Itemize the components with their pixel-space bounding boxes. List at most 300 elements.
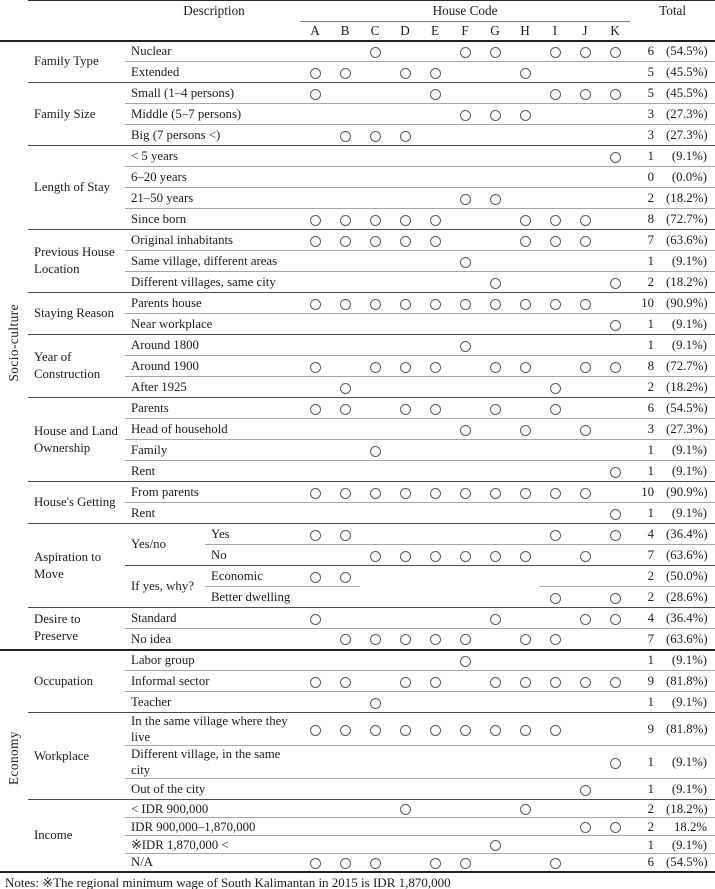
house-cell-A	[300, 335, 330, 356]
presence-circle	[490, 404, 501, 415]
row-label: 21–50 years	[125, 188, 300, 209]
house-cell-E	[420, 545, 450, 566]
house-cell-H	[510, 146, 540, 167]
total-percent: (90.9%)	[666, 293, 715, 314]
house-cell-E	[420, 293, 450, 314]
total-percent: (36.4%)	[666, 524, 715, 545]
house-cell-K	[600, 83, 630, 104]
house-cell-J	[570, 440, 600, 461]
house-cell-A	[300, 167, 330, 188]
house-cell-G	[480, 167, 510, 188]
presence-circle	[550, 299, 561, 310]
house-cell-H	[510, 377, 540, 398]
presence-circle	[400, 804, 411, 815]
house-cell-B	[330, 230, 360, 251]
house-cell-F	[450, 167, 480, 188]
house-cell-H	[510, 854, 540, 872]
sub-label: If yes, why?	[125, 566, 205, 608]
presence-circle	[520, 551, 531, 562]
presence-circle	[460, 725, 471, 736]
house-cell-H	[510, 671, 540, 692]
presence-circle	[430, 299, 441, 310]
house-cell-G	[480, 818, 510, 836]
presence-circle	[370, 698, 381, 709]
presence-circle	[550, 89, 561, 100]
table-row	[0, 335, 715, 356]
total-percent: (54.5%)	[666, 398, 715, 419]
total-percent: (63.6%)	[666, 230, 715, 251]
house-cell-C	[360, 818, 390, 836]
house-cell-F	[450, 419, 480, 440]
row-label: Parents	[125, 398, 300, 419]
house-cell-H	[510, 167, 540, 188]
presence-circle	[520, 425, 531, 436]
house-cell-E	[420, 419, 450, 440]
total-percent: (9.1%)	[666, 314, 715, 335]
house-cell-C	[360, 713, 390, 746]
header-spacer-left	[28, 22, 300, 41]
presence-circle	[400, 551, 411, 562]
house-cell-J	[570, 230, 600, 251]
house-cell-D	[390, 293, 420, 314]
house-cell-A	[300, 83, 330, 104]
presence-circle	[340, 634, 351, 645]
house-cell-D	[390, 608, 420, 629]
house-cell-B	[330, 650, 360, 671]
house-cell-A	[300, 503, 330, 524]
house-cell-C	[360, 293, 390, 314]
house-cell-B	[330, 440, 360, 461]
house-cell-G	[480, 146, 510, 167]
total-count: 2	[630, 818, 666, 836]
house-cell-K	[600, 209, 630, 230]
house-cell-D	[390, 461, 420, 482]
house-cell-I	[540, 818, 570, 836]
house-cell-G	[480, 419, 510, 440]
house-cell-C	[360, 746, 390, 779]
house-cell-I	[540, 650, 570, 671]
house-cell-E	[420, 146, 450, 167]
house-cell-F	[450, 650, 480, 671]
house-cell-C	[360, 62, 390, 83]
house-cell-C	[360, 482, 390, 503]
house-cell-B	[330, 629, 360, 650]
house-cell-E	[420, 671, 450, 692]
house-cell-A	[300, 587, 330, 608]
presence-circle	[310, 488, 321, 499]
house-cell-K	[600, 692, 630, 713]
house-cell-G	[480, 41, 510, 62]
house-cell-C	[360, 545, 390, 566]
house-cell-E	[420, 566, 450, 587]
house-cell-D	[390, 779, 420, 800]
house-cell-E	[420, 251, 450, 272]
house-cell-D	[390, 83, 420, 104]
house-cell-E	[420, 650, 450, 671]
presence-circle	[550, 488, 561, 499]
house-cell-B	[330, 419, 360, 440]
house-cell-H	[510, 461, 540, 482]
row-label: Middle (5–7 persons)	[125, 104, 300, 125]
presence-circle	[340, 215, 351, 226]
house-cell-C	[360, 167, 390, 188]
house-cell-H	[510, 104, 540, 125]
category-label: Desire to Preserve	[28, 608, 125, 650]
presence-circle	[550, 47, 561, 58]
house-cell-H	[510, 398, 540, 419]
presence-circle	[310, 677, 321, 688]
total-count: 3	[630, 125, 666, 146]
house-cell-E	[420, 125, 450, 146]
presence-circle	[610, 593, 621, 604]
house-cell-G	[480, 854, 510, 872]
house-cell-D	[390, 746, 420, 779]
house-cell-E	[420, 356, 450, 377]
house-cell-J	[570, 419, 600, 440]
house-cell-C	[360, 854, 390, 872]
house-cell-F	[450, 482, 480, 503]
presence-circle	[340, 725, 351, 736]
total-percent: (90.9%)	[666, 482, 715, 503]
house-cell-B	[330, 608, 360, 629]
house-cell-D	[390, 854, 420, 872]
presence-circle	[430, 362, 441, 373]
house-cell-A	[300, 146, 330, 167]
house-cell-A	[300, 650, 330, 671]
house-cell-A	[300, 836, 330, 854]
house-cell-K	[600, 650, 630, 671]
row-label: ※IDR 1,870,000 <	[125, 836, 300, 854]
row-label: Around 1900	[125, 356, 300, 377]
house-cell-K	[600, 188, 630, 209]
house-cell-F	[450, 314, 480, 335]
presence-circle	[460, 656, 471, 667]
presence-circle	[490, 362, 501, 373]
total-count: 10	[630, 482, 666, 503]
house-cell-I	[540, 608, 570, 629]
presence-circle	[400, 677, 411, 688]
presence-circle	[460, 341, 471, 352]
presence-circle	[310, 572, 321, 583]
house-cell-C	[360, 692, 390, 713]
house-cell-B	[330, 779, 360, 800]
house-cell-B	[330, 62, 360, 83]
house-cell-J	[570, 692, 600, 713]
group-column-spacer	[0, 1, 28, 41]
house-cell-I	[540, 104, 570, 125]
total-percent: (9.1%)	[666, 836, 715, 854]
house-cell-J	[570, 335, 600, 356]
total-percent: (18.2%)	[666, 800, 715, 818]
presence-circle	[340, 858, 351, 869]
table-row	[0, 713, 715, 746]
presence-circle	[310, 236, 321, 247]
house-code-letter-F: F	[450, 22, 480, 41]
total-count: 1	[630, 461, 666, 482]
house-cell-I	[540, 482, 570, 503]
house-cell-G	[480, 188, 510, 209]
presence-circle	[550, 404, 561, 415]
house-cell-E	[420, 854, 450, 872]
house-cell-F	[450, 41, 480, 62]
house-cell-F	[450, 692, 480, 713]
presence-circle	[370, 551, 381, 562]
house-cell-D	[390, 524, 420, 545]
house-code-letter-K: K	[600, 22, 630, 41]
presence-circle	[310, 614, 321, 625]
house-cell-E	[420, 461, 450, 482]
presence-circle	[370, 299, 381, 310]
total-percent: (81.8%)	[666, 671, 715, 692]
house-cell-E	[420, 440, 450, 461]
house-cell-F	[450, 608, 480, 629]
house-cell-B	[330, 566, 360, 587]
row-label: Rent	[125, 461, 300, 482]
row-label: Family	[125, 440, 300, 461]
row-label: Different village, in the same city	[125, 746, 300, 779]
house-cell-A	[300, 377, 330, 398]
total-percent: (28.6%)	[666, 587, 715, 608]
presence-circle	[520, 488, 531, 499]
house-cell-I	[540, 713, 570, 746]
house-cell-F	[450, 62, 480, 83]
category-label: Income	[28, 800, 125, 872]
house-cell-G	[480, 356, 510, 377]
house-cell-H	[510, 800, 540, 818]
house-cell-J	[570, 713, 600, 746]
row-label: Around 1800	[125, 335, 300, 356]
house-cell-H	[510, 356, 540, 377]
house-cell-K	[600, 461, 630, 482]
column-header-description: Description	[28, 1, 300, 22]
column-header-total: Total	[630, 1, 715, 22]
house-cell-I	[540, 566, 570, 587]
house-cell-D	[390, 713, 420, 746]
house-cell-E	[420, 587, 450, 608]
house-cell-J	[570, 587, 600, 608]
presence-circle	[610, 89, 621, 100]
house-cell-B	[330, 188, 360, 209]
table-row	[0, 398, 715, 419]
house-cell-C	[360, 314, 390, 335]
house-cell-I	[540, 377, 570, 398]
row-label: No	[205, 545, 300, 566]
total-percent: (9.1%)	[666, 146, 715, 167]
house-cell-K	[600, 671, 630, 692]
group-label-socio-culture	[0, 41, 28, 650]
house-cell-I	[540, 836, 570, 854]
house-cell-H	[510, 650, 540, 671]
house-cell-I	[540, 125, 570, 146]
presence-circle	[430, 677, 441, 688]
house-cell-F	[450, 746, 480, 779]
house-cell-D	[390, 398, 420, 419]
house-cell-J	[570, 800, 600, 818]
house-cell-B	[330, 545, 360, 566]
house-cell-D	[390, 104, 420, 125]
row-label: Better dwelling	[205, 587, 300, 608]
house-cell-I	[540, 230, 570, 251]
total-count: 2	[630, 587, 666, 608]
presence-circle	[580, 551, 591, 562]
house-cell-B	[330, 854, 360, 872]
house-cell-C	[360, 587, 390, 608]
house-cell-G	[480, 335, 510, 356]
total-percent: (18.2%)	[666, 377, 715, 398]
house-code-letter-E: E	[420, 22, 450, 41]
total-count: 1	[630, 503, 666, 524]
house-cell-G	[480, 230, 510, 251]
house-cell-H	[510, 41, 540, 62]
group-label-text: Socio-culture	[6, 304, 21, 382]
house-cell-H	[510, 209, 540, 230]
house-cell-B	[330, 356, 360, 377]
category-label: Previous House Location	[28, 230, 125, 293]
house-cell-B	[330, 125, 360, 146]
house-cell-J	[570, 104, 600, 125]
house-cell-K	[600, 440, 630, 461]
presence-circle	[370, 488, 381, 499]
total-percent: (27.3%)	[666, 419, 715, 440]
house-cell-G	[480, 251, 510, 272]
total-percent: (72.7%)	[666, 356, 715, 377]
house-cell-B	[330, 209, 360, 230]
house-cell-I	[540, 629, 570, 650]
presence-circle	[430, 725, 441, 736]
house-cell-K	[600, 251, 630, 272]
total-percent: (54.5%)	[666, 854, 715, 872]
row-label: Teacher	[125, 692, 300, 713]
house-cell-E	[420, 524, 450, 545]
house-cell-F	[450, 713, 480, 746]
row-label: N/A	[125, 854, 300, 872]
house-cell-B	[330, 398, 360, 419]
house-cell-C	[360, 356, 390, 377]
house-cell-D	[390, 629, 420, 650]
house-cell-B	[330, 692, 360, 713]
presence-circle	[580, 236, 591, 247]
presence-circle	[400, 131, 411, 142]
house-cell-I	[540, 671, 570, 692]
row-label: Out of the city	[125, 779, 300, 800]
house-cell-B	[330, 818, 360, 836]
house-cell-D	[390, 146, 420, 167]
total-percent: (54.5%)	[666, 44, 708, 59]
house-cell-A	[300, 608, 330, 629]
total-count: 3	[630, 419, 666, 440]
house-cell-D	[390, 440, 420, 461]
house-cell-G	[480, 398, 510, 419]
house-cell-B	[330, 836, 360, 854]
presence-circle	[460, 194, 471, 205]
presence-circle	[400, 236, 411, 247]
house-cell-J	[570, 779, 600, 800]
presence-circle	[340, 488, 351, 499]
house-cell-C	[360, 566, 390, 587]
total-percent: (72.7%)	[666, 209, 715, 230]
house-cell-I	[540, 692, 570, 713]
house-cell-H	[510, 587, 540, 608]
table-row	[0, 482, 715, 503]
house-cell-A	[300, 746, 330, 779]
house-cell-J	[570, 503, 600, 524]
presence-circle	[340, 236, 351, 247]
house-cell-K	[600, 104, 630, 125]
presence-circle	[490, 278, 501, 289]
presence-circle	[550, 530, 561, 541]
house-cell-A	[300, 419, 330, 440]
house-cell-E	[420, 800, 450, 818]
house-cell-K	[600, 800, 630, 818]
total-count: 8	[630, 356, 666, 377]
row-label: < IDR 900,000	[125, 800, 300, 818]
house-cell-C	[360, 125, 390, 146]
total-count: 6	[647, 44, 655, 59]
presence-circle	[430, 68, 441, 79]
house-cell-J	[570, 293, 600, 314]
column-header-house-code: House Code	[300, 1, 630, 22]
presence-circle	[460, 425, 471, 436]
house-cell-H	[510, 83, 540, 104]
house-cell-G	[480, 587, 510, 608]
house-cell-I	[540, 314, 570, 335]
presence-circle	[580, 425, 591, 436]
house-cell-B	[330, 41, 360, 62]
house-cell-J	[570, 167, 600, 188]
house-cell-I	[540, 272, 570, 293]
house-cell-B	[330, 587, 360, 608]
house-cell-G	[480, 209, 510, 230]
house-cell-F	[450, 461, 480, 482]
total-percent: (9.1%)	[666, 461, 715, 482]
presence-circle	[370, 362, 381, 373]
house-cell-J	[570, 41, 600, 62]
presence-circle	[400, 488, 411, 499]
house-cell-I	[540, 545, 570, 566]
house-cell-G	[480, 800, 510, 818]
house-cell-F	[450, 779, 480, 800]
presence-circle	[340, 68, 351, 79]
presence-circle	[310, 725, 321, 736]
presence-circle	[370, 236, 381, 247]
house-cell-A	[300, 62, 330, 83]
house-cell-I	[540, 62, 570, 83]
presence-circle	[550, 215, 561, 226]
house-cell-D	[390, 272, 420, 293]
presence-circle	[340, 677, 351, 688]
house-cell-F	[450, 440, 480, 461]
header-spacer-right	[630, 22, 715, 41]
house-cell-E	[420, 272, 450, 293]
house-cell-D	[390, 167, 420, 188]
house-cell-D	[390, 377, 420, 398]
total-count: 7	[630, 230, 666, 251]
house-cell-D	[390, 419, 420, 440]
presence-circle	[370, 131, 381, 142]
house-cell-E	[420, 377, 450, 398]
category-label: Family Size	[28, 83, 125, 146]
presence-circle	[490, 677, 501, 688]
presence-circle	[310, 530, 321, 541]
house-cell-K	[600, 524, 630, 545]
house-cell-E	[420, 779, 450, 800]
total-percent: (9.1%)	[666, 650, 715, 671]
house-cell-D	[390, 356, 420, 377]
house-cell-K	[600, 314, 630, 335]
house-cell-C	[360, 209, 390, 230]
presence-circle	[400, 404, 411, 415]
total-percent: (50.0%)	[666, 566, 715, 587]
